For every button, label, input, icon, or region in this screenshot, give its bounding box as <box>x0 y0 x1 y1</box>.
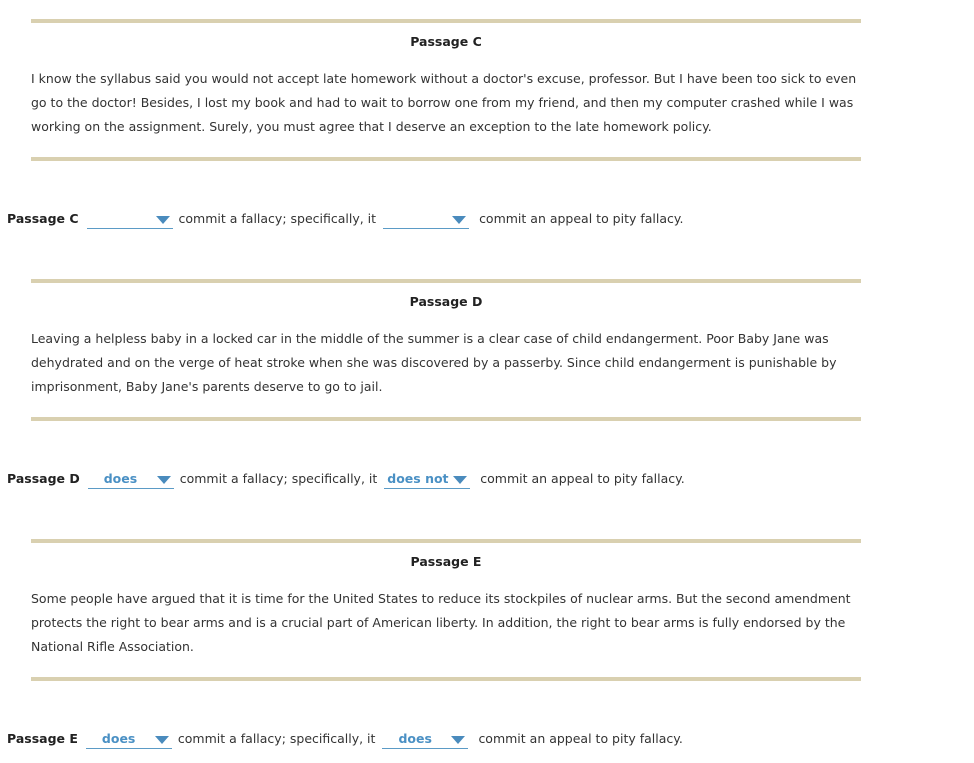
chevron-down-icon <box>156 216 170 224</box>
chevron-down-icon <box>157 476 171 484</box>
select-value: does not <box>387 471 449 486</box>
appeal-to-pity-select[interactable] <box>384 468 470 489</box>
question-text-end: commit an appeal to pity fallacy. <box>479 211 684 226</box>
question-text-mid: commit a fallacy; specifically, it <box>178 211 377 226</box>
select-value: does <box>101 731 136 746</box>
chevron-down-icon <box>155 736 169 744</box>
passage-text: I know the syllabus said you would not accept late homework without a doctor's excuse, professor. But I have been too sick to even go to the doctor! Besides, I lost my book and had to wait to borrow one from my friend, and then my computer crashed while I was working on the assignment. Surely, you must agree that I deserve an exception to the late homework policy. <box>31 71 857 134</box>
appeal-to-pity-select[interactable] <box>382 728 468 749</box>
passage-text: Leaving a helpless baby in a locked car in the middle of the summer is a clear case of child endangerment. Poor Baby Jane was dehydrated and on the verge of heat stroke when she was discovered by a passerby. Since child endangerment is punishable by imprisonment, Baby Jane's parents deserve to go to jail. <box>31 331 837 394</box>
question-label: Passage C <box>7 211 79 226</box>
question-text-mid: commit a fallacy; specifically, it <box>179 471 378 486</box>
chevron-down-icon <box>451 736 465 744</box>
chevron-down-icon <box>453 476 467 484</box>
question-label: Passage D <box>7 471 80 486</box>
appeal-to-pity-select[interactable] <box>383 208 469 229</box>
question-row-passage-e <box>7 728 683 750</box>
passage-e-box <box>31 539 861 681</box>
question-text-end: commit an appeal to pity fallacy. <box>478 731 683 746</box>
select-value: does <box>398 731 432 746</box>
commit-fallacy-select[interactable] <box>87 208 173 229</box>
question-row-passage-d <box>7 468 685 490</box>
passage-title: Passage E <box>410 554 482 569</box>
question-text-mid: commit a fallacy; specifically, it <box>177 731 376 746</box>
chevron-down-icon <box>452 216 466 224</box>
commit-fallacy-select[interactable] <box>86 728 172 749</box>
passage-d-box <box>31 279 861 421</box>
commit-fallacy-select[interactable] <box>88 468 174 489</box>
passage-title: Passage D <box>409 294 483 309</box>
question-text-end: commit an appeal to pity fallacy. <box>480 471 685 486</box>
question-label: Passage E <box>7 731 78 746</box>
question-row-passage-c <box>7 208 684 230</box>
passage-text: Some people have argued that it is time for the United States to reduce its stockpiles of nuclear arms. But the second amendment protects the right to bear arms and is a crucial part of American liberty. In addition, the right to bear arms is fully endorsed by the National Rifle Association. <box>31 591 851 654</box>
select-value: does <box>103 471 138 486</box>
passage-c-box <box>31 19 861 161</box>
passage-title: Passage C <box>410 34 482 49</box>
